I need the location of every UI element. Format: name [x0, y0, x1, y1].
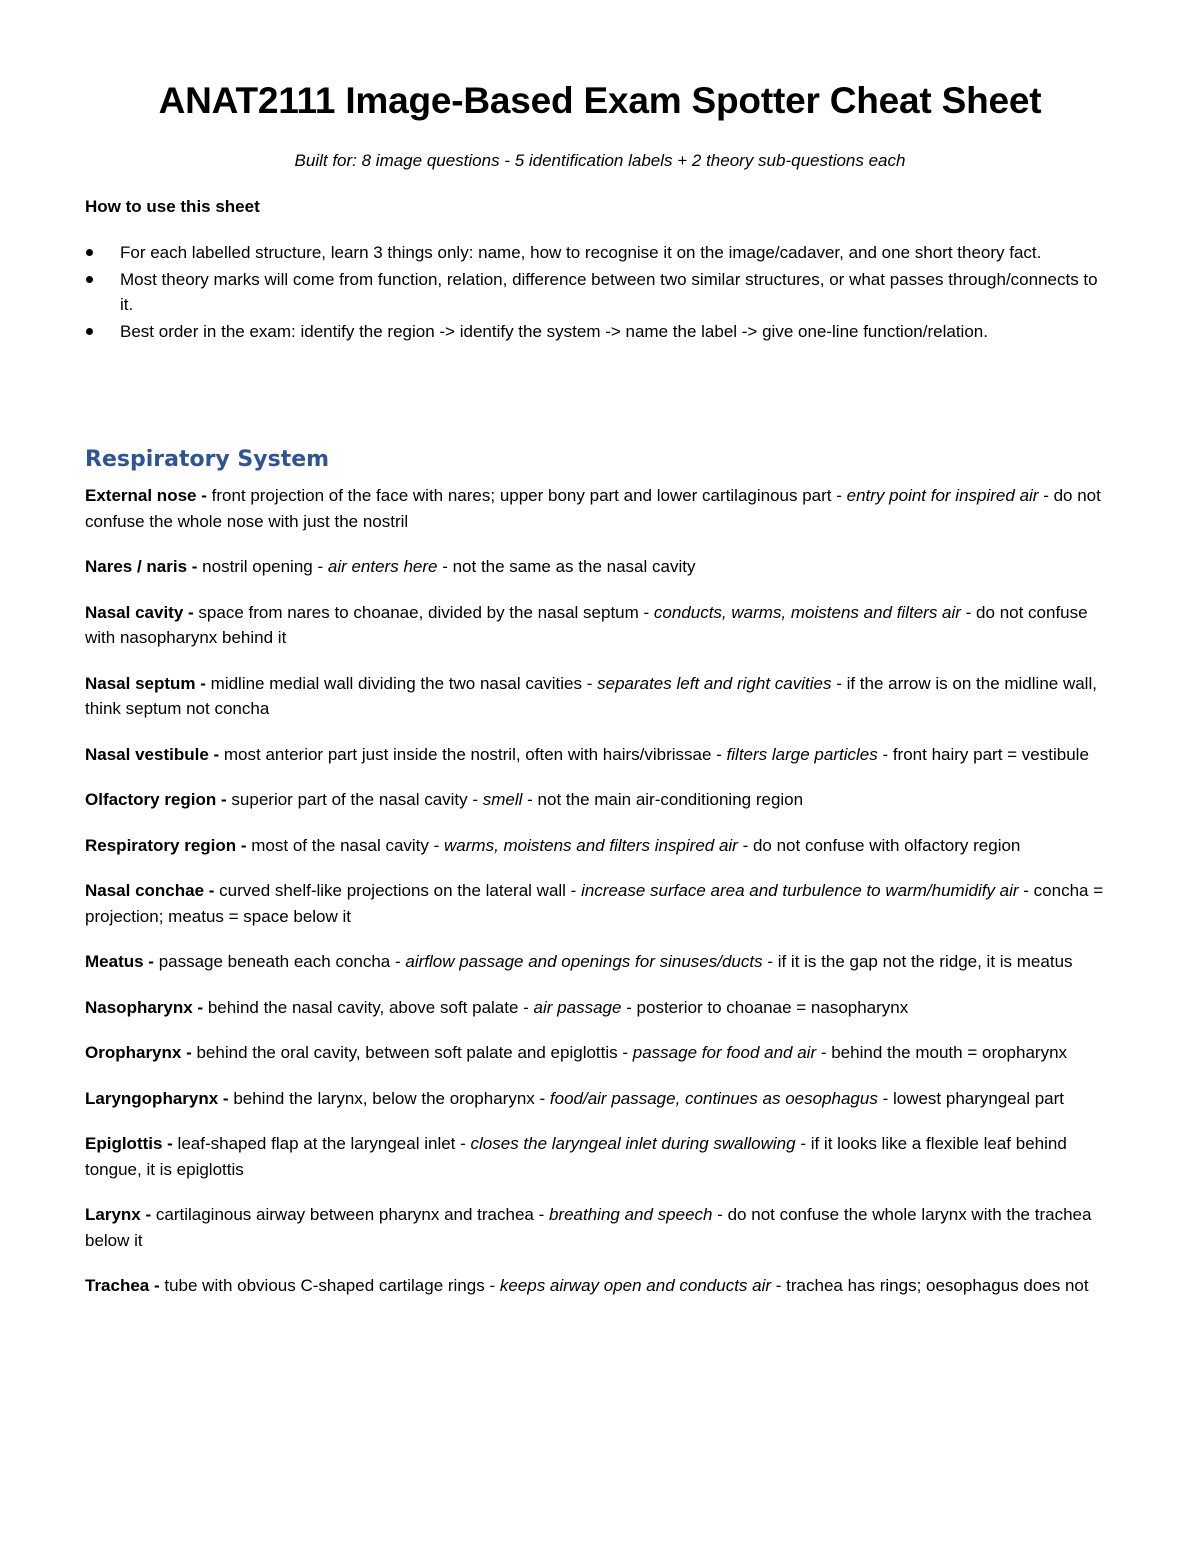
how-to-list — [85, 240, 1105, 345]
entry-term: Nasopharynx - — [85, 997, 208, 1017]
entry-function: air enters here — [327, 557, 438, 576]
entry-term: Nasal vestibule - — [85, 744, 224, 764]
bullet-text: For each labelled structure, learn 3 things only: name, how to recognise it on the image/cadaver, and one short theory fact. — [120, 243, 1042, 262]
bullet-dot-icon — [86, 328, 93, 335]
entry-description: tube with obvious C-shaped cartilage rings - — [164, 1276, 500, 1295]
bullet-dot-icon — [86, 276, 93, 283]
entry-function: breathing and speech — [548, 1205, 713, 1224]
entry-description: behind the larynx, below the oropharynx - — [233, 1088, 550, 1108]
entry-function: closes the laryngeal inlet during swallowing — [470, 1134, 796, 1153]
how-to-heading: How to use this sheet — [85, 197, 260, 216]
entry-description: curved shelf-like projections on the lateral wall - — [219, 881, 582, 900]
entry-term: Trachea - — [85, 1276, 165, 1295]
entry-function: filters large particles — [726, 744, 878, 764]
entry-nasal-conchae — [85, 878, 1120, 929]
entry-function: entry point for inspired air — [846, 486, 1039, 505]
entry-function: keeps airway open and conducts air — [499, 1276, 772, 1295]
entry-term: External nose - — [85, 486, 212, 505]
entry-term: Nasal septum - — [85, 673, 211, 693]
bullet-dot-icon — [86, 249, 93, 256]
entry-meatus — [85, 949, 1120, 975]
entry-description: space from nares to choanae, divided by the nasal septum - — [198, 602, 654, 622]
entry-nasal-cavity — [85, 600, 1120, 651]
entry-function: airflow passage and openings for sinuses/ducts — [405, 952, 763, 971]
entry-function: increase surface area and turbulence to warm/humidify air — [581, 881, 1019, 900]
entry-tip: - lowest pharyngeal part — [877, 1088, 1065, 1108]
entry-term: Laryngopharynx - — [85, 1088, 234, 1108]
entry-term: Nasal conchae - — [85, 881, 220, 900]
entry-tip: - front hairy part = vestibule — [877, 744, 1089, 764]
bullet-text: Best order in the exam: identify the region -> identify the system -> name the label -> give one-line function/relation. — [120, 321, 988, 341]
entry-nares — [85, 554, 1120, 580]
entry-tip: - do not confuse with nasopharynx behind it — [85, 602, 1088, 647]
entry-tip: - behind the mouth = oropharynx — [816, 1043, 1068, 1062]
entry-function: air passage — [533, 997, 622, 1017]
entry-laryngopharynx — [85, 1086, 1120, 1112]
page-subtitle: Built for: 8 image questions - 5 identification labels + 2 theory sub-questions each — [294, 151, 906, 170]
entry-term: Meatus - — [85, 952, 159, 971]
entry-function: warms, moistens and filters inspired air — [444, 835, 738, 855]
entry-tip: - not the same as the nasal cavity — [437, 557, 696, 576]
entry-function: smell — [482, 790, 523, 809]
structure-entries — [85, 483, 1120, 1319]
entry-term: Epiglottis - — [85, 1134, 178, 1153]
entry-description: behind the oral cavity, between soft palate and epiglottis - — [196, 1043, 633, 1062]
entry-term: Oropharynx - — [85, 1043, 197, 1062]
how-to-bullet — [85, 267, 1105, 318]
entry-term: Larynx - — [85, 1205, 156, 1224]
entry-description: most of the nasal cavity - — [251, 835, 445, 855]
entry-respiratory-region — [85, 833, 1120, 859]
how-to-bullet — [85, 319, 1105, 345]
entry-description: leaf-shaped flap at the laryngeal inlet - — [177, 1134, 471, 1153]
entry-term: Nares / naris - — [85, 557, 203, 576]
section-heading: Respiratory System — [85, 447, 330, 472]
entry-trachea — [85, 1273, 1120, 1299]
entry-tip: - not the main air-conditioning region — [522, 790, 804, 809]
entry-function: passage for food and air — [632, 1043, 817, 1062]
entry-description: front projection of the face with nares; upper bony part and lower cartilaginous part - — [211, 486, 847, 505]
entry-tip: - do not confuse the whole larynx with the trachea below it — [85, 1205, 1092, 1250]
entry-olfactory-region — [85, 787, 1120, 813]
entry-tip: - if the arrow is on the midline wall, think septum not concha — [85, 673, 1097, 718]
bullet-text: Most theory marks will come from function, relation, difference between two similar structures, or what passes through/connects to it. — [120, 269, 1098, 314]
entry-term: Olfactory region - — [85, 790, 232, 809]
entry-description: nostril opening - — [202, 557, 328, 576]
entry-function: food/air passage, continues as oesophagus — [549, 1088, 878, 1108]
entry-tip: - if it looks like a flexible leaf behind tongue, it is epiglottis — [85, 1134, 1067, 1179]
entry-external-nose — [85, 483, 1120, 534]
entry-description: superior part of the nasal cavity - — [231, 790, 483, 809]
page-title: ANAT2111 Image-Based Exam Spotter Cheat Sheet — [158, 80, 1042, 121]
entry-oropharynx — [85, 1040, 1120, 1066]
entry-tip: - if it is the gap not the ridge, it is meatus — [762, 952, 1073, 971]
entry-tip: - posterior to choanae = nasopharynx — [621, 997, 909, 1017]
entry-term: Respiratory region - — [85, 835, 252, 855]
entry-nasopharynx — [85, 995, 1120, 1021]
entry-description: passage beneath each concha - — [158, 952, 406, 971]
entry-tip: - trachea has rings; oesophagus does not — [771, 1276, 1089, 1295]
entry-tip: - do not confuse with olfactory region — [737, 835, 1021, 855]
entry-description: midline medial wall dividing the two nasal cavities - — [210, 673, 598, 693]
entry-description: behind the nasal cavity, above soft palate - — [207, 997, 534, 1017]
entry-epiglottis — [85, 1131, 1120, 1182]
entry-description: cartilaginous airway between pharynx and trachea - — [155, 1205, 549, 1224]
entry-tip: - concha = projection; meatus = space below it — [85, 881, 1104, 926]
entry-description: most anterior part just inside the nostril, often with hairs/vibrissae - — [223, 744, 727, 764]
how-to-bullet — [85, 240, 1105, 266]
entry-nasal-septum — [85, 671, 1120, 722]
entry-function: conducts, warms, moistens and filters air — [653, 602, 961, 622]
entry-function: separates left and right cavities — [597, 673, 832, 693]
entry-term: Nasal cavity - — [85, 602, 199, 622]
entry-tip: - do not confuse the whole nose with just the nostril — [85, 486, 1101, 531]
entry-larynx — [85, 1202, 1120, 1253]
entry-nasal-vestibule — [85, 742, 1120, 768]
